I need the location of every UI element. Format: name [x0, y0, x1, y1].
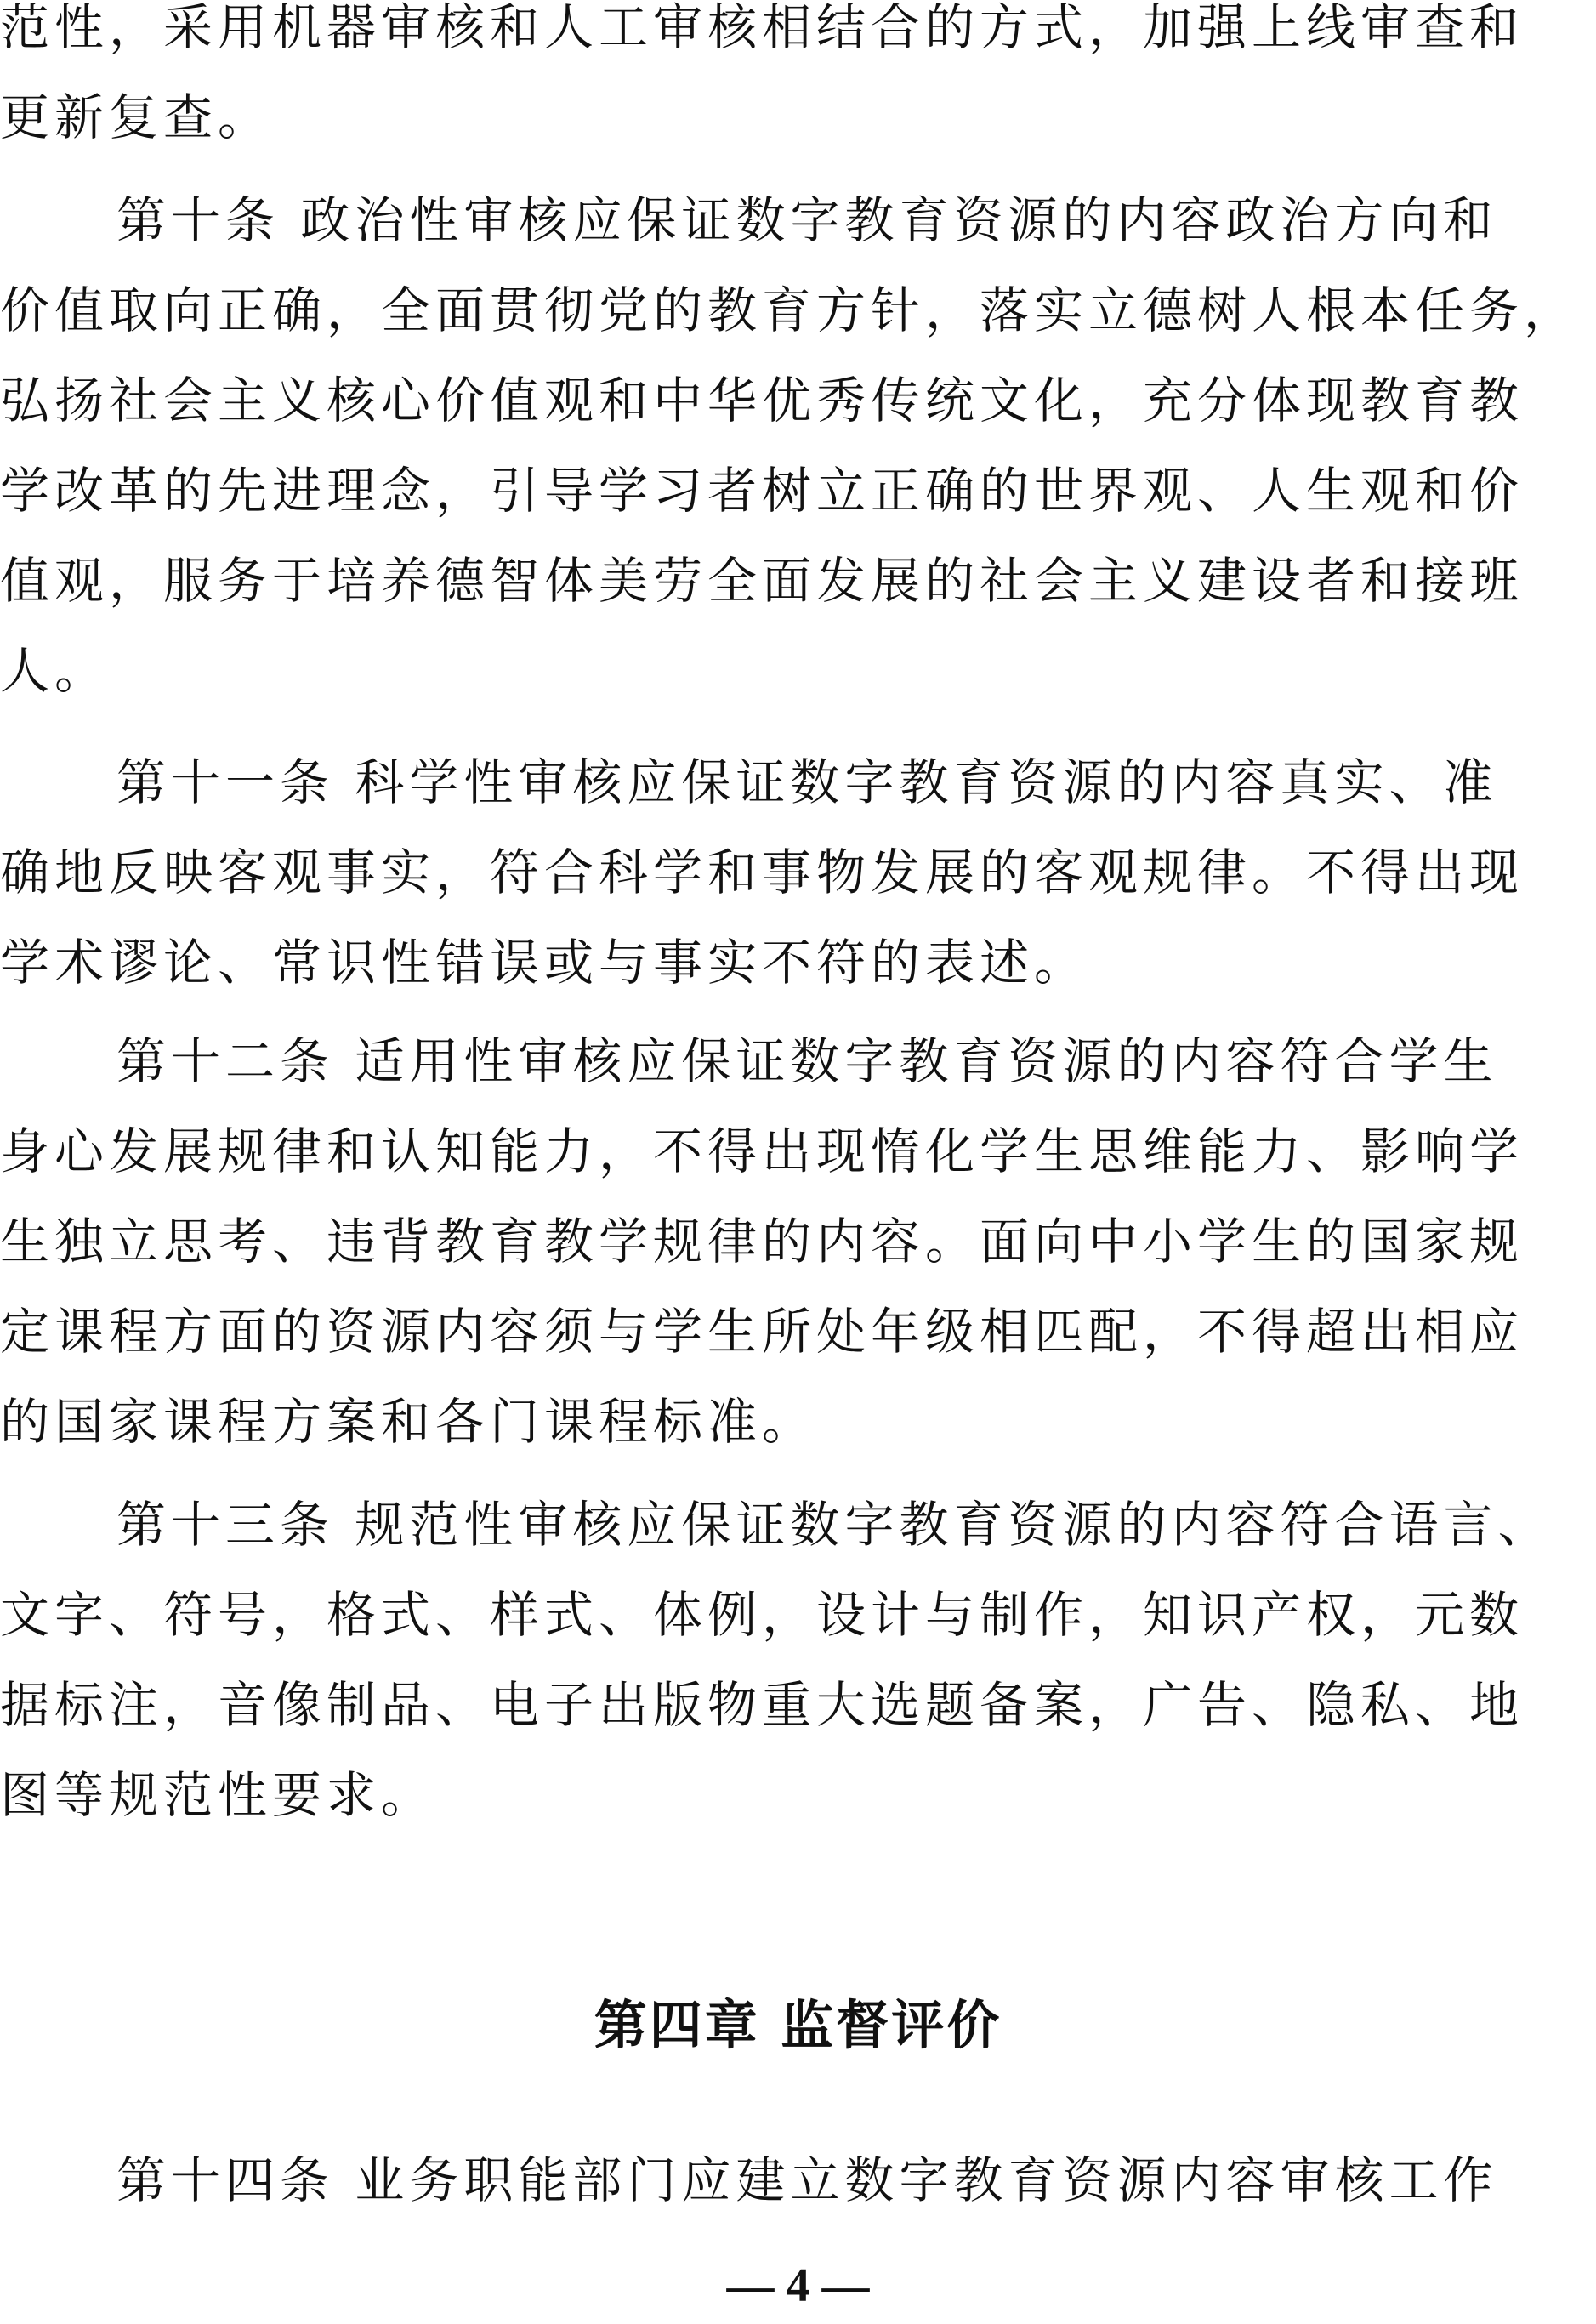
paragraph-line: 范性，采用机器审核和人工审核相结合的方式，加强上线审查和 [0, 0, 1525, 56]
paragraph-line: 生独立思考、违背教育教学规律的内容。面向中小学生的国家规 [0, 1213, 1525, 1270]
page-number: — 4 — [726, 2259, 870, 2312]
article-12-first-line: 第十二条 适用性审核应保证数字教育资源的内容符合学生 [116, 1032, 1498, 1090]
paragraph-line: 学术谬论、常识性错误或与事实不符的表述。 [0, 934, 1089, 992]
paragraph-line: 价值取向正确，全面贯彻党的教育方针，落实立德树人根本任务， [0, 281, 1579, 339]
article-13-first-line: 第十三条 规范性审核应保证数字教育资源的内容符合语言、 [116, 1496, 1553, 1554]
paragraph-line: 弘扬社会主义核心价值观和中华优秀传统文化，充分体现教育教 [0, 372, 1525, 429]
chapter-title: 第四章 监督评价 [594, 1994, 1002, 2056]
article-14-first-line: 第十四条 业务职能部门应建立数字教育资源内容审核工作 [116, 2151, 1498, 2209]
paragraph-line: 据标注，音像制品、电子出版物重大选题备案，广告、隐私、地 [0, 1676, 1525, 1734]
paragraph-line: 更新复查。 [0, 88, 273, 146]
paragraph-line: 学改革的先进理念，引导学习者树立正确的世界观、人生观和价 [0, 462, 1525, 520]
paragraph-line: 定课程方面的资源内容须与学生所处年级相匹配，不得超出相应 [0, 1303, 1525, 1361]
paragraph-line: 人。 [0, 642, 110, 700]
paragraph-line: 身心发展规律和认知能力，不得出现惰化学生思维能力、影响学 [0, 1122, 1525, 1180]
paragraph-line: 确地反映客观事实，符合科学和事物发展的客观规律。不得出现 [0, 844, 1525, 901]
paragraph-line: 文字、符号，格式、样式、体例，设计与制作，知识产权，元数 [0, 1586, 1525, 1644]
paragraph-line: 图等规范性要求。 [0, 1766, 436, 1824]
article-10-first-line: 第十条 政治性审核应保证数字教育资源的内容政治方向和 [116, 191, 1498, 249]
article-11-first-line: 第十一条 科学性审核应保证数字教育资源的内容真实、准 [116, 753, 1498, 811]
paragraph-line: 值观，服务于培养德智体美劳全面发展的社会主义建设者和接班 [0, 552, 1525, 610]
paragraph-line: 的国家课程方案和各门课程标准。 [0, 1393, 817, 1451]
